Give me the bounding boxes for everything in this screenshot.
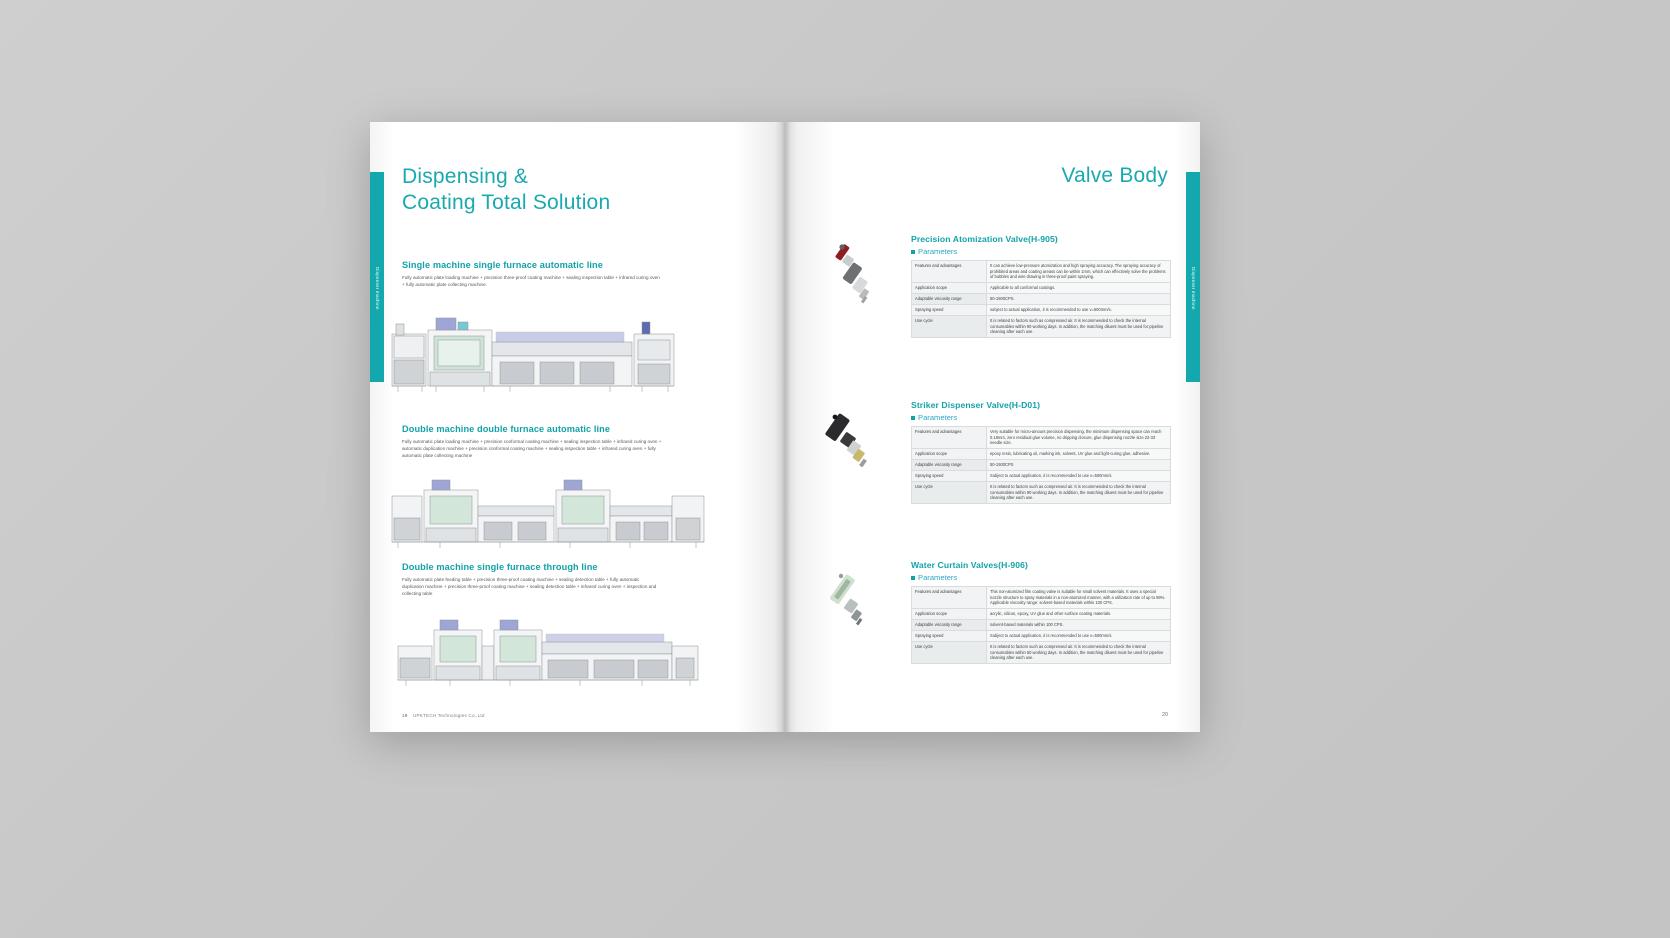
valve-1-row-1-value: Applicable to all conformal coatings. xyxy=(987,283,1171,294)
valve-2-spec-table xyxy=(911,426,1171,504)
valve-2-row-3-value: Subject to actual application, it is recommended to use v=500mm/s. xyxy=(987,471,1171,482)
valve-1-spec-table xyxy=(911,260,1171,338)
precision-atomization-valve-photo xyxy=(811,238,897,308)
valve-1-row-3-value: subject to actual application, it is recommended to use v=500mm/s. xyxy=(987,305,1171,316)
left-page-title-line2: Coating Total Solution xyxy=(402,191,611,214)
valve-1-row-1-key: Application scope xyxy=(912,283,987,294)
left-side-tab-label: Dispenser machine xyxy=(375,267,380,310)
valve-1-parameters-label xyxy=(911,247,1058,256)
valve-2-row-2-value: 50-1500CPS xyxy=(987,460,1171,471)
table-row xyxy=(912,449,1171,460)
valve-2-header xyxy=(911,400,1040,422)
valve-3-row-2-value: solvent-based materials within 100 CPS. xyxy=(987,620,1171,631)
brochure-spread xyxy=(370,122,1200,732)
valve-1-row-2-key: Adaptable viscosity range xyxy=(912,294,987,305)
valve-1-row-4-key: Use cycle xyxy=(912,316,987,338)
valve-1-row-0-key: Features and advantages xyxy=(912,261,987,283)
right-side-tab-label: Dispenser machine xyxy=(1191,267,1196,310)
valve-1-name: Precision Atomization Valve(H-905) xyxy=(911,234,1058,244)
valve-2-row-2-key: Adaptable viscosity range xyxy=(912,460,987,471)
valve-3-row-4-value: It is related to factors such as compressed air. It is recommended to check the internal consumables within 60 working days. In addition, the matching diluent must be used for pipeline cleaning after each use. xyxy=(987,642,1171,664)
table-row xyxy=(912,631,1171,642)
left-page-number: 19 xyxy=(402,713,408,718)
table-row xyxy=(912,482,1171,504)
valve-2-parameters-text: Parameters xyxy=(918,413,958,422)
valve-3-row-3-value: Subject to actual application, it is recommended to use v=500mm/s. xyxy=(987,631,1171,642)
table-row xyxy=(912,642,1171,664)
section-3-description: Fully automatic plate feeding table + precision three-proof coating machine + sealing detection table + fully automatic duplication machine + precision three-proof coating machine + sealing detection table + infrared curing oven + inspection and collecting table xyxy=(402,577,657,596)
valve-3-row-2-key: Adaptable viscosity range xyxy=(912,620,987,631)
valve-2-row-3-key: Spraying speed xyxy=(912,471,987,482)
valve-1-row-2-value: 50-1500CPS. xyxy=(987,294,1171,305)
machine-illustration-2 xyxy=(380,472,720,554)
table-row xyxy=(912,427,1171,449)
striker-dispenser-valve-photo xyxy=(811,404,897,474)
valve-3-parameters-text: Parameters xyxy=(918,573,958,582)
section-2-title: Double machine double furnace automatic line xyxy=(402,424,611,434)
valve-2-row-4-key: Use cycle xyxy=(912,482,987,504)
valve-2-parameters-label xyxy=(911,413,1040,422)
table-row xyxy=(912,283,1171,294)
valve-3-row-1-key: Application scope xyxy=(912,609,987,620)
table-row xyxy=(912,620,1171,631)
table-row xyxy=(912,305,1171,316)
valve-1-row-0-value: It can achieve low-pressure atomization and high spraying accuracy. The spraying accuracy of prohibited areas and coating areass can be within 1mm, which can effectively solve the problems of bubbles and wire drawing in three-proof paint spraying. xyxy=(987,261,1171,283)
table-row xyxy=(912,609,1171,620)
valve-3-name: Water Curtain Valves(H-906) xyxy=(911,560,1029,570)
machine-line-2-svg xyxy=(380,472,720,554)
water-curtain-valve-photo xyxy=(811,564,897,634)
section-double-machine-double-furnace xyxy=(402,424,742,459)
valve-1-row-3-key: Spraying speed xyxy=(912,305,987,316)
valve-3-row-1-value: acrylic, silicon, epoxy, UV glue and other surface coating materials. xyxy=(987,609,1171,620)
valve-3-row-0-key: Features and advantages xyxy=(912,587,987,609)
section-1-description: Fully automatic plate loading machine + precision three-proof coating machine + sealing inspection table + infrared curing oven + fully automatic plate collecting machine. xyxy=(402,275,660,287)
valve-3-header xyxy=(911,560,1028,582)
table-row xyxy=(912,587,1171,609)
section-3-title: Double machine single furnace through line xyxy=(402,562,598,572)
valve-2-name: Striker Dispenser Valve(H-D01) xyxy=(911,400,1041,410)
valve-2-row-4-value: It is related to factors such as compressed air. It is recommended to check the internal consumables within 90 working days. In addition, the matching diluent must be used for pipeline cleaning after each use. xyxy=(987,482,1171,504)
table-row xyxy=(912,316,1171,338)
square-bullet-icon xyxy=(911,250,915,254)
valve-2-row-0-value: Very suitable for micro-amount precision dispensing, the minimum dispensing space can reach 0.18mm, zero residiual glue volume, no dripping closure, glue dispensing nozzle size 22-33 needle size. xyxy=(987,427,1171,449)
valve-3-row-0-value: This non-atomized film coating valve is suitable for small solvent materials. It uses a special nozzle structure to spray materials in a non-atomized manner, with a utilization rate of up to 99%. Applicable viscosity range: solvent-based materials within 100 CPS. xyxy=(987,587,1171,609)
right-page-title: Valve Body xyxy=(1061,164,1168,187)
table-row xyxy=(912,460,1171,471)
right-page xyxy=(785,122,1200,732)
valve-2-row-1-value: epoxy resin, lubricating oil, marking ink, solvent, UV glue and light-curing glue, adhesive. xyxy=(987,449,1171,460)
valve-3-row-3-key: Spraying speed xyxy=(912,631,987,642)
machine-illustration-1 xyxy=(380,310,720,400)
square-bullet-icon xyxy=(911,416,915,420)
valve-3-parameters-label xyxy=(911,573,1028,582)
table-row xyxy=(912,294,1171,305)
square-bullet-icon xyxy=(911,576,915,580)
section-1-title: Single machine single furnace automatic line xyxy=(402,260,603,270)
valve-1-header xyxy=(911,234,1058,256)
right-page-number: 20 xyxy=(1162,712,1168,718)
section-2-description: Fully automatic plate loading machine + precision conformal coating machine + sealing inspection table + infrared curing oven + automatic duplication machine + precision conformal coating machine + sealing inspection table + infrared curing oven + fully automatic plate collecting machine xyxy=(402,439,662,458)
machine-line-1-svg xyxy=(380,310,720,400)
machine-illustration-3 xyxy=(380,612,720,692)
valve-2-row-0-key: Features and advantages xyxy=(912,427,987,449)
section-single-machine xyxy=(402,260,742,288)
left-page xyxy=(370,122,785,732)
left-page-title xyxy=(402,164,610,216)
table-row xyxy=(912,471,1171,482)
right-page-side-tab xyxy=(1186,172,1200,382)
left-page-footer xyxy=(402,713,485,718)
valve-1-parameters-text: Parameters xyxy=(918,247,958,256)
table-row xyxy=(912,261,1171,283)
valve-3-row-4-key: Use cycle xyxy=(912,642,987,664)
left-page-title-line1: Dispensing & xyxy=(402,165,529,188)
valve-1-row-4-value: It is related to factors such as compressed air. It is recommended to check the internal consumables within 90 working days. In addition, the matching diluent must be used for pipeline cleaning after each use. xyxy=(987,316,1171,338)
left-page-company: UPKTECH Technologies Co.,Ltd xyxy=(413,713,485,718)
section-double-machine-single-furnace xyxy=(402,562,742,597)
valve-3-spec-table xyxy=(911,586,1171,664)
machine-line-3-svg xyxy=(380,612,720,692)
valve-2-row-1-key: Application scope xyxy=(912,449,987,460)
